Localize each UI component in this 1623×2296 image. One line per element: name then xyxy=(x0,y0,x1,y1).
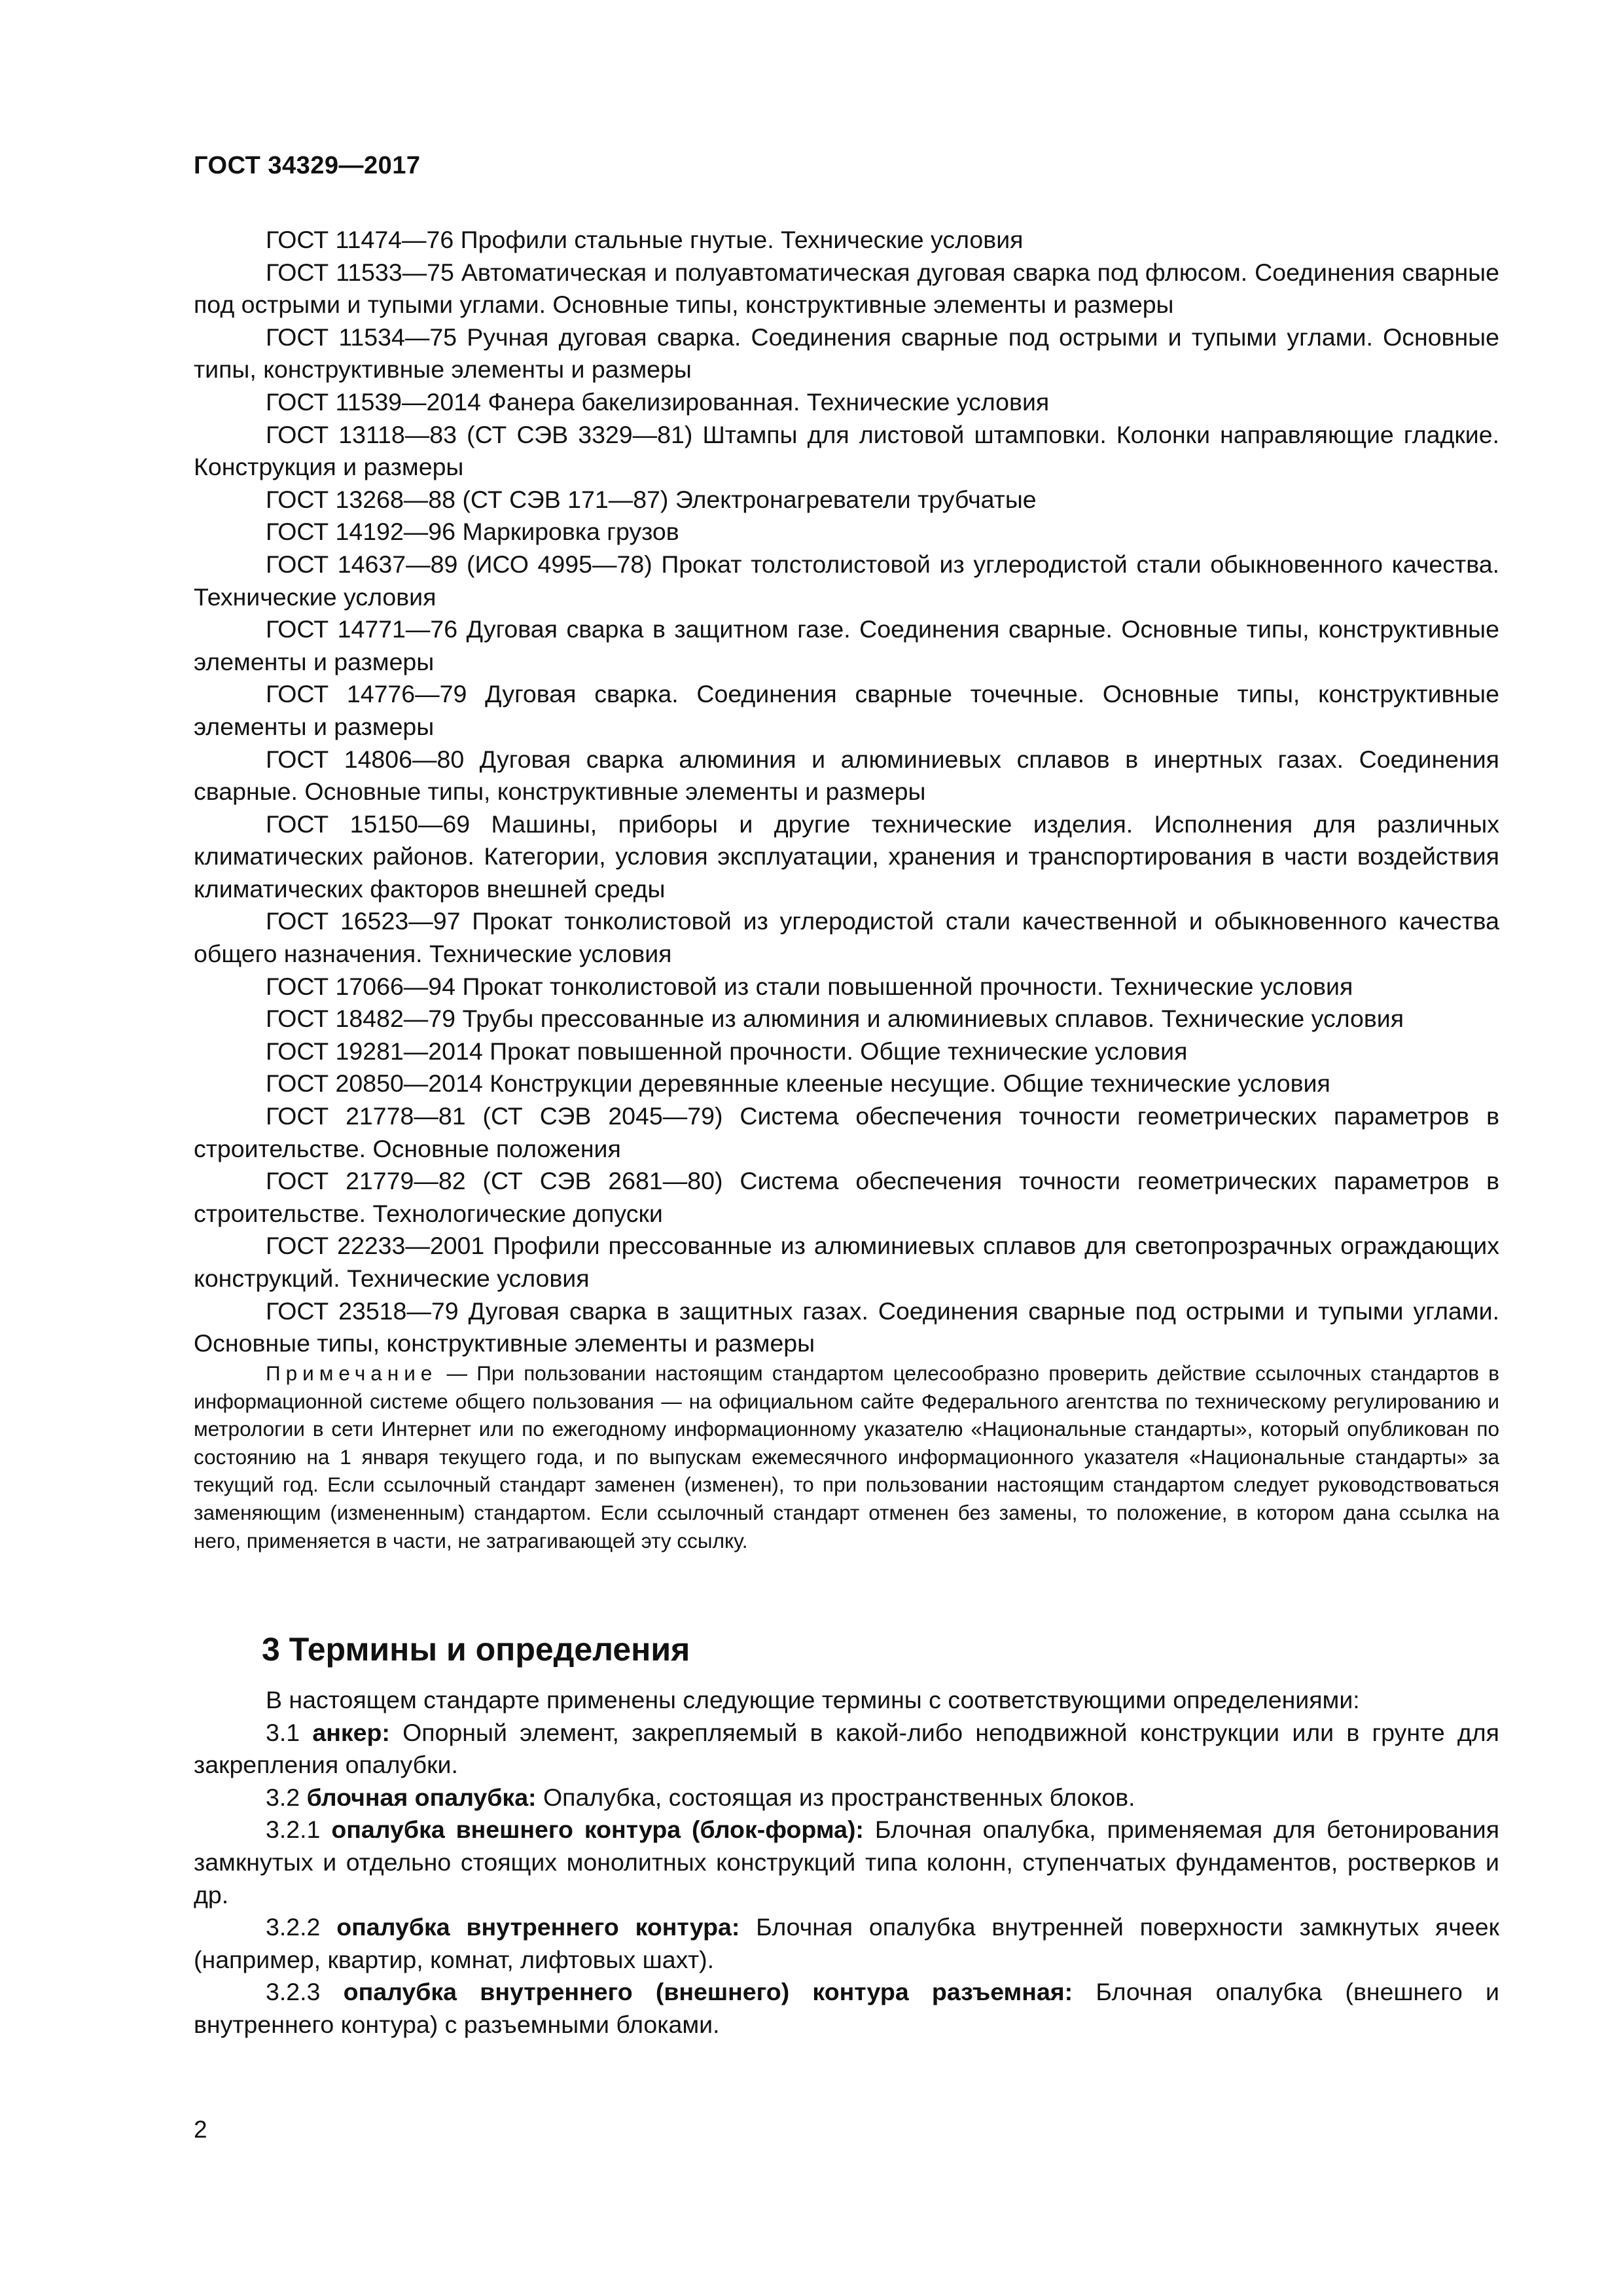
term-entry xyxy=(194,1717,1499,1782)
term-definition: Блочная опалубка (внешнего и внутреннего контура) с разъемными блоками. xyxy=(194,1978,1499,2038)
reference-item: ГОСТ 13268—88 (СТ СЭВ 171—87) Электронагреватели трубчатые xyxy=(266,485,1037,513)
term-number: 3.2 xyxy=(266,1783,307,1811)
reference-item: ГОСТ 22233—2001 Профили прессованные из алюминиевых сплавов для светопрозрачных ограждающих конструкций. Технические условия xyxy=(194,1232,1499,1292)
reference-item: ГОСТ 20850—2014 Конструкции деревянные клееные несущие. Общие технические условия xyxy=(266,1069,1330,1098)
term-entry xyxy=(194,1814,1499,1911)
reference-item: ГОСТ 11533—75 Автоматическая и полуавтоматическая дуговая сварка под флюсом. Соединения сварные под острыми и тупыми углами. Основные типы, конструктивные элементы и размеры xyxy=(194,258,1499,319)
note-text: — При пользовании настоящим стандартом целесообразно проверить действие ссылочных стандартов в информационной системе общего пользования — на официальном сайте Федерального агентства по техническому регулированию и метрологии в сети Интернет или по ежегодному информационному указателю «Национальные стандарты», который опубликован по состоянию на 1 января текущего года, и по выпускам ежемесячного информационного указателя «Национальные стандарты» за текущий год. Если ссылочный стандарт заменен (изменен), то при пользовании настоящим стандартом следует руководствоваться заменяющим (измененным) стандартом. Если ссылочный стандарт отменен без замены, то положение, в котором дана ссылка на него, применяется в части, не затрагивающей эту ссылку. xyxy=(194,1361,1499,1552)
term-name: опалубка внутреннего контура: xyxy=(336,1913,740,1941)
section-title: 3 Термины и определения xyxy=(262,1631,690,1668)
term-definition: Блочная опалубка, применяемая для бетонирования замкнутых и отдельно стоящих монолитных конструкций типа колонн, ступенчатых фундаментов, ростверков и др. xyxy=(194,1816,1499,1909)
reference-item: ГОСТ 14771—76 Дуговая сварка в защитном газе. Соединения сварные. Основные типы, конструктивные элементы и размеры xyxy=(194,615,1499,675)
reference-item: ГОСТ 11539—2014 Фанера бакелизированная. Технические условия xyxy=(266,387,1050,416)
note-paragraph xyxy=(194,1359,1499,1554)
reference-item: ГОСТ 18482—79 Трубы прессованные из алюминия и алюминиевых сплавов. Технические условия xyxy=(266,1005,1404,1033)
reference-item: ГОСТ 14637—89 (ИСО 4995—78) Прокат толстолистовой из углеродистой стали обыкновенного качества. Технические условия xyxy=(194,550,1499,611)
term-name: опалубка внешнего контура (блок-форма): xyxy=(331,1816,864,1844)
term-number: 3.2.2 xyxy=(266,1913,337,1941)
reference-item: ГОСТ 15150—69 Машины, приборы и другие технические изделия. Исполнения для различных климатических районов. Категории, условия эксплуатации, хранения и транспортирования в части воздействия климатических факторов внешней среды xyxy=(194,810,1499,903)
reference-item: ГОСТ 19281—2014 Прокат повышенной прочности. Общие технические условия xyxy=(266,1037,1188,1065)
reference-item: ГОСТ 13118—83 (СТ СЭВ 3329—81) Штампы для листовой штамповки. Колонки направляющие гладкие. Конструкция и размеры xyxy=(194,420,1499,481)
term-entry xyxy=(194,1976,1499,2041)
reference-item: ГОСТ 17066—94 Прокат тонколистовой из стали повышенной прочности. Технические условия xyxy=(266,972,1353,1000)
term-definition: Опорный элемент, закрепляемый в какой-либо неподвижной конструкции или в грунте для закрепления опалубки. xyxy=(194,1718,1499,1779)
reference-item: ГОСТ 21779—82 (СТ СЭВ 2681—80) Система обеспечения точности геометрических параметров в строительстве. Технологические допуски xyxy=(194,1167,1499,1227)
term-entry xyxy=(194,1911,1499,1976)
term-number: 3.2.1 xyxy=(266,1816,332,1844)
term-entry xyxy=(194,1782,1499,1814)
reference-item: ГОСТ 11534—75 Ручная дуговая сварка. Соединения сварные под острыми и тупыми углами. Основные типы, конструктивные элементы и размеры xyxy=(194,323,1499,384)
reference-item: ГОСТ 23518—79 Дуговая сварка в защитных газах. Соединения сварные под острыми и тупыми углами. Основные типы, конструктивные элементы и размеры xyxy=(194,1297,1499,1357)
term-name: блочная опалубка: xyxy=(306,1783,537,1811)
document-header: ГОСТ 34329—2017 xyxy=(194,152,421,179)
terms-list xyxy=(194,1684,1499,2041)
reference-item: ГОСТ 14806—80 Дуговая сварка алюминия и алюминиевых сплавов в инертных газах. Соединения сварные. Основные типы, конструктивные элементы и размеры xyxy=(194,745,1499,806)
reference-item: ГОСТ 14776—79 Дуговая сварка. Соединения сварные точечные. Основные типы, конструктивные элементы и размеры xyxy=(194,680,1499,740)
reference-item: ГОСТ 21778—81 (СТ СЭВ 2045—79) Система обеспечения точности геометрических параметров в строительстве. Основные положения xyxy=(194,1102,1499,1162)
term-name: опалубка внутреннего (внешнего) контура разъемная: xyxy=(343,1978,1073,2006)
term-definition: Блочная опалубка внутренней поверхности замкнутых ячеек (например, квартир, комнат, лифтовых шахт). xyxy=(194,1913,1500,1973)
reference-item: ГОСТ 14192—96 Маркировка грузов xyxy=(266,518,679,546)
term-number: 3.2.3 xyxy=(266,1978,344,2006)
reference-item: ГОСТ 16523—97 Прокат тонколистовой из углеродистой стали качественной и обыкновенного качества общего назначения. Технические условия xyxy=(194,907,1499,968)
reference-item: ГОСТ 11474—76 Профили стальные гнутые. Технические условия xyxy=(266,226,1024,253)
note-label: Примечание xyxy=(266,1361,438,1385)
term-definition: Опалубка, состоящая из пространственных блоков. xyxy=(536,1783,1135,1811)
page-number: 2 xyxy=(194,2116,207,2143)
term-name: анкер: xyxy=(312,1718,390,1746)
term-number: 3.1 xyxy=(266,1718,313,1746)
section-intro: В настоящем стандарте применены следующие термины с соответствующими определениями: xyxy=(266,1686,1360,1713)
normative-references-list xyxy=(194,224,1499,1360)
